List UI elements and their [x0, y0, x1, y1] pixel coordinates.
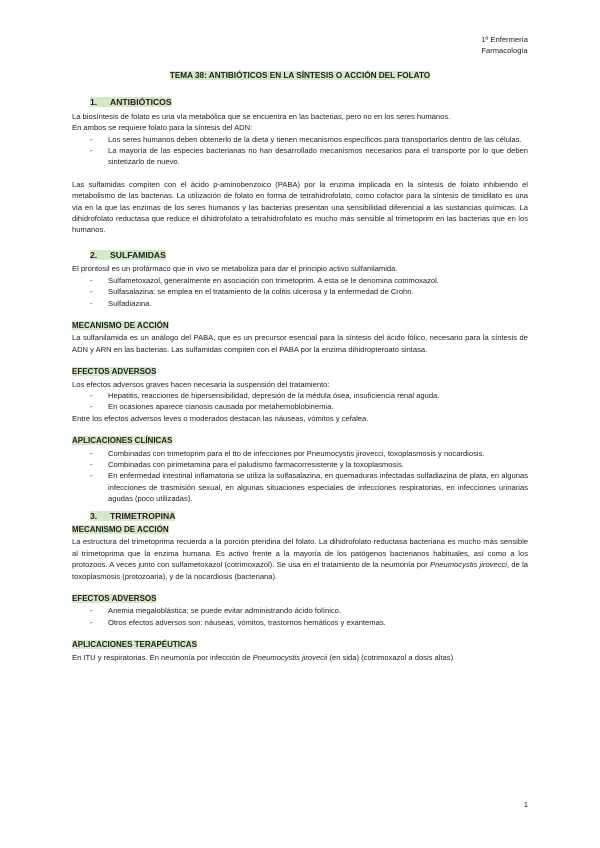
list-item: - Sulfadiazina.: [72, 298, 528, 309]
page-number: 1: [523, 800, 528, 809]
section-2-efectos-heading: EFECTOS ADVERSOS: [72, 367, 157, 377]
document-title-text: TEMA 38: ANTIBIÓTICOS EN LA SÍNTESIS O ACCIÓN DEL FOLATO: [169, 71, 431, 80]
section-2-title: SULFAMIDAS: [110, 249, 166, 260]
section-3-efectos-list: [72, 605, 528, 628]
section-3-heading: [90, 511, 528, 522]
section-3-number: 3.: [90, 510, 98, 521]
section-3-aplicaciones-heading: APLICACIONES TERAPÉUTICAS: [72, 640, 197, 650]
list-item: - Otros efectos adversos son: náuseas, vómitos, trastornos hemáticos y exantemas.: [72, 617, 528, 628]
section-3-aplicaciones-text: En ITU y respiratorias. En neumonía por infección de Pneumocystis jirovecii (en sida) (cotrimoxazol a dosis altas): [72, 652, 454, 662]
section-1-paragraph-2: En ambos se requiere folato para la síntesis del ADN:: [72, 123, 253, 133]
list-item: - La mayoría de las especies bacterianas no han desarrollado mecanismos necesarios para el transporte por lo que deben sintetizarlo de nuevo.: [72, 145, 528, 168]
section-2-number: 2.: [90, 249, 98, 260]
section-2-mecanismo-text: La sulfanilamida es un análogo del PABA, que es un precursor esencial para la síntesis del ácido fólico, necesario para la síntesis de ADN y ARN en las bacterias. Las sulfamidas compiten con el PABA por la enzima dihidropteroato sintasa.: [72, 333, 528, 354]
section-3-efectos-heading: EFECTOS ADVERSOS: [72, 594, 157, 604]
species-name: Pneumocystis jirovecci: [430, 560, 507, 570]
page-header: [481, 34, 528, 56]
section-2-efectos-intro: Los efectos adversos graves hacen necesaria la suspensión del tratamiento:: [72, 379, 330, 389]
section-1-paragraph-3: Las sulfamidas compiten con el ácido p-aminobenzoico (PABA) por la enzima implicada en la síntesis de folato inhibiendo el metabolismo de las bacterias. La utilización de folato en forma de tetrahidrofolato, como cofactor para la síntesis de timidilato es una vía en la que las enzimas de los seres humanos y las bacterias presentan una sensibilidad diferencial a las sustancias químicas. La dihidrofolato reductasa que reduce el dihidrofolato a tetrahidrofolato es mucho más sensible al trimetoprim en las bacterias que en los humanos.: [72, 179, 528, 235]
section-3-mecanismo-heading: MECANISMO DE ACCIÓN: [72, 525, 169, 534]
section-1-number: 1.: [90, 97, 98, 108]
section-2-aplicaciones-heading: APLICACIONES CLÍNICAS: [72, 436, 173, 446]
document-body: [72, 70, 528, 663]
section-2-efectos-list: [72, 390, 528, 413]
header-subject: Farmacología: [481, 46, 528, 55]
section-2-list: [72, 275, 528, 309]
section-2-aplicaciones-list: [72, 448, 528, 505]
list-item: - Sulfasalazina: se emplea en el tratamiento de la colitis ulcerosa y la enfermedad de Crohn.: [72, 286, 528, 297]
list-item: - Combinadas con trimetoprim para el tto de infecciones por Pneumocystis jirovecci, toxoplasmosis y nocardiosis.: [72, 448, 528, 459]
list-item: - Hepatitis, reacciones de hipersensibilidad, depresión de la médula ósea, insuficiencia renal aguda.: [72, 390, 528, 401]
section-3-mecanismo-text: La estructura del trimetoprima recuerda a la porción pteridina del folato. La dihidrofolato reductasa bacteriana es mucho más sensible al trimetoprima que la enzima humana. Es activo frente a la mayoría de los patógenos bacterianos habituales, así como a los protozoos. A veces junto con sulfametoxazol (cotrimoxazol). Se usa en el tratamiento de la neumonía por Pneumocystis jirovecci, de la toxoplasmosis (protozoaria), y de la nocardiosis (bacteriana).: [72, 537, 528, 581]
list-item: - Sulfametoxazol, generalmente en asociación con trimetoprim. A esta se le denomina cotrimoxazol.: [72, 275, 528, 286]
list-item: - Anemia megaloblástica: se puede evitar administrando ácido folínico.: [72, 605, 528, 616]
section-2-efectos-leves: Entre los efectos adversos leves o moderados destacan las náuseas, vómitos y cefalea.: [72, 413, 369, 423]
section-2-paragraph-1: El prontosil es un profármaco que in vivo se metaboliza para dar el principio activo sulfanilamida.: [72, 264, 398, 274]
list-item: - En enfermedad intestinal inflamatoria se utiliza la sulfasalazina, en quemaduras infectadas sulfadiazina de plata, en algunas infecciones de trasmisión sexual, en algunas situaciones especiales de infecciones respiratorias, en infecciones urinarias agudas (poco utilizadas).: [72, 470, 528, 504]
section-1-title: ANTIBIÓTICOS: [110, 97, 172, 108]
section-3-title: TRIMETROPINA: [110, 510, 176, 521]
section-2-heading: [90, 250, 528, 261]
section-2-mecanismo-heading: MECANISMO DE ACCIÓN: [72, 320, 169, 330]
section-1-list: [72, 134, 528, 168]
list-item: - Combinadas con pirimetamina para el paludismo farmacorresistente y la toxoplasmosis.: [72, 459, 528, 470]
section-1-paragraph-1: La biosíntesis de folato es una vía metabólica que se encuentra en las bacterias, pero no en los seres humanos.: [72, 111, 451, 121]
header-course: 1º Enfermería: [481, 35, 528, 44]
section-1-heading: [90, 97, 528, 108]
document-title: [72, 70, 528, 81]
list-item: - Los seres humanos deben obtenerlo de la dieta y tienen mecanismos específicos para transportarlos dentro de las células.: [72, 134, 528, 145]
list-item: - En ocasiones aparece cianosis causada por metahemoblobinemia.: [72, 401, 528, 412]
species-name: Pneumocystis jirovecii: [252, 652, 328, 662]
